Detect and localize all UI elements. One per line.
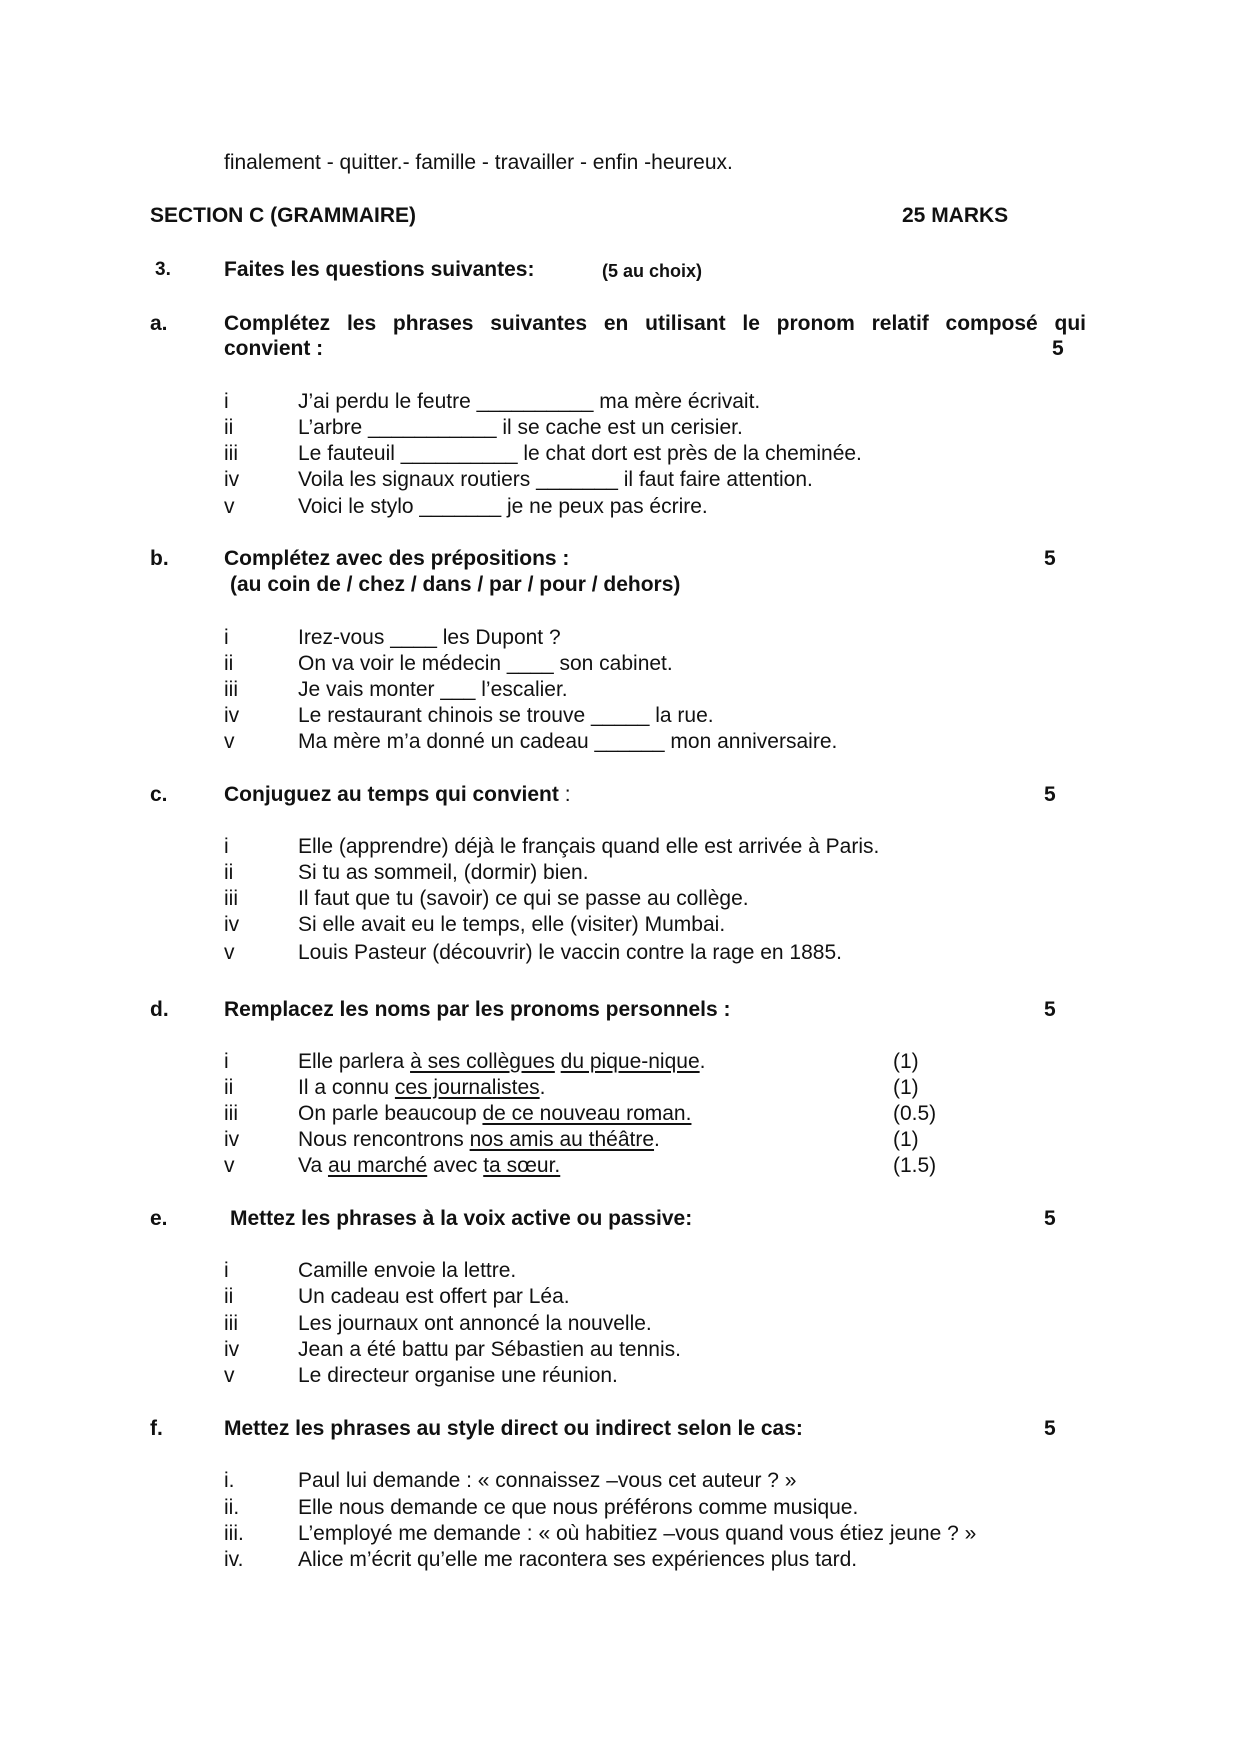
item-number: i [224,1259,229,1282]
text-segment: Il a connu [298,1076,395,1099]
part-a-letter: a. [150,312,168,335]
part-b-letter: b. [150,547,169,570]
part-e-title: Mettez les phrases à la voix active ou passive: [230,1207,693,1230]
list-item: Si elle avait eu le temps, elle (visiter) Mumbai. [298,913,726,936]
text-segment: . [654,1128,660,1151]
underlined-phrase: au marché [327,1154,428,1177]
question-title: Faites les questions suivantes: [224,258,535,281]
item-number: iii [224,1102,238,1125]
list-item: Irez-vous ____ les Dupont ? [298,626,561,649]
item-number: v [224,1364,235,1387]
part-c-colon: : [558,783,571,806]
question-note: (5 au choix) [602,261,703,281]
list-item: J’ai perdu le feutre __________ ma mère écrivait. [298,390,761,413]
list-item: Elle (apprendre) déjà le français quand elle est arrivée à Paris. [298,835,880,858]
list-item: Je vais monter ___ l’escalier. [298,678,568,701]
list-item: Si tu as sommeil, (dormir) bien. [298,861,589,884]
item-number: ii [224,1076,234,1099]
underlined-phrase: du pique-nique [560,1050,700,1073]
question-number: 3. [155,259,171,280]
item-number: v [224,941,235,964]
section-title: SECTION C (GRAMMAIRE) [150,204,416,227]
intro-line: finalement - quitter.- famille - travailler - enfin -heureux. [224,151,733,174]
item-number: i [224,1050,229,1073]
text-segment: Elle parlera [298,1050,411,1073]
part-c-letter: c. [150,783,168,806]
item-number: iv. [224,1548,244,1571]
part-d-letter: d. [150,998,169,1021]
points: (1) [893,1076,919,1099]
underlined-phrase: à ses collègues [410,1050,555,1073]
list-item: Ma mère m’a donné un cadeau ______ mon anniversaire. [298,730,838,753]
section-marks: 25 MARKS [902,204,1009,227]
list-item [298,1049,705,1075]
list-item: Les journaux ont annoncé la nouvelle. [298,1312,652,1335]
part-a-marks: 5 [1052,337,1064,360]
item-number: v [224,1154,235,1177]
part-a-title-1: Complétez les phrases suivantes en utilisant le pronom relatif composé qui [224,312,1086,335]
list-item: Paul lui demande : « connaissez –vous cet auteur ? » [298,1469,797,1492]
list-item: Un cadeau est offert par Léa. [298,1285,570,1308]
item-number: i. [224,1469,235,1492]
part-e-letter: e. [150,1207,168,1230]
list-item: Il faut que tu (savoir) ce qui se passe au collège. [298,887,749,910]
points: (1) [893,1128,919,1151]
underlined-phrase: de ce nouveau roman. [482,1102,692,1125]
list-item: Camille envoie la lettre. [298,1259,517,1282]
item-number: iii [224,1312,238,1335]
item-number: ii [224,1285,234,1308]
text-segment: . [699,1050,706,1073]
list-item: Alice m’écrit qu’elle me racontera ses expériences plus tard. [298,1548,858,1571]
list-item [298,1153,560,1179]
part-b-marks: 5 [1044,547,1056,570]
text-segment: Va [298,1154,328,1177]
underlined-phrase: nos amis au théâtre [469,1128,655,1151]
item-number: ii. [224,1496,240,1519]
list-item: Le fauteuil __________ le chat dort est près de la cheminée. [298,442,862,465]
item-number: iii. [224,1522,244,1545]
item-number: iv [224,1128,240,1151]
part-b-title-2: (au coin de / chez / dans / par / pour / dehors) [230,573,681,596]
underlined-phrase: ces journalistes [394,1076,540,1099]
part-b-title-1: Complétez avec des prépositions : [224,547,570,570]
part-e-marks: 5 [1044,1207,1056,1230]
list-item: Voici le stylo _______ je ne peux pas écrire. [298,495,708,518]
item-number: v [224,730,235,753]
list-item: Voila les signaux routiers _______ il faut faire attention. [298,468,813,491]
list-item: Louis Pasteur (découvrir) le vaccin contre la rage en 1885. [298,941,842,964]
part-f-title: Mettez les phrases au style direct ou indirect selon le cas: [224,1417,803,1440]
list-item [298,1127,660,1153]
part-f-letter: f. [150,1417,163,1440]
item-number: iv [224,1338,240,1361]
item-number: i [224,835,229,858]
part-f-marks: 5 [1044,1417,1056,1440]
item-number: ii [224,416,234,439]
item-number: iv [224,704,240,727]
points: (1.5) [893,1154,937,1177]
item-number: i [224,626,229,649]
part-a-title-2: convient : [224,337,324,360]
item-number: ii [224,652,234,675]
list-item [298,1101,691,1127]
list-item: Jean a été battu par Sébastien au tennis. [298,1338,681,1361]
list-item: On va voir le médecin ____ son cabinet. [298,652,673,675]
part-c-title-line [224,782,571,808]
list-item: Le directeur organise une réunion. [298,1364,618,1387]
item-number: iii [224,442,238,465]
part-d-title: Remplacez les noms par les pronoms personnels : [224,998,731,1021]
text-segment: Nous rencontrons [298,1128,470,1151]
part-c-title: Conjuguez au temps qui convient [224,783,559,806]
list-item: Elle nous demande ce que nous préférons comme musique. [298,1496,859,1519]
part-c-marks: 5 [1044,783,1056,806]
item-number: iii [224,887,238,910]
list-item: L’employé me demande : « où habitiez –vous quand vous étiez jeune ? » [298,1522,977,1545]
list-item: L’arbre ___________ il se cache est un cerisier. [298,416,743,439]
item-number: i [224,390,229,413]
text-segment: avec [427,1154,484,1177]
text-segment: . [539,1076,546,1099]
points: (1) [893,1050,919,1073]
part-d-marks: 5 [1044,998,1056,1021]
item-number: ii [224,861,234,884]
item-number: iv [224,913,240,936]
points: (0.5) [893,1102,937,1125]
list-item [298,1075,545,1101]
text-segment: On parle beaucoup [298,1102,483,1125]
underlined-phrase: ta sœur. [483,1154,561,1177]
item-number: v [224,495,235,518]
list-item: Le restaurant chinois se trouve _____ la rue. [298,704,714,727]
item-number: iii [224,678,238,701]
item-number: iv [224,468,240,491]
